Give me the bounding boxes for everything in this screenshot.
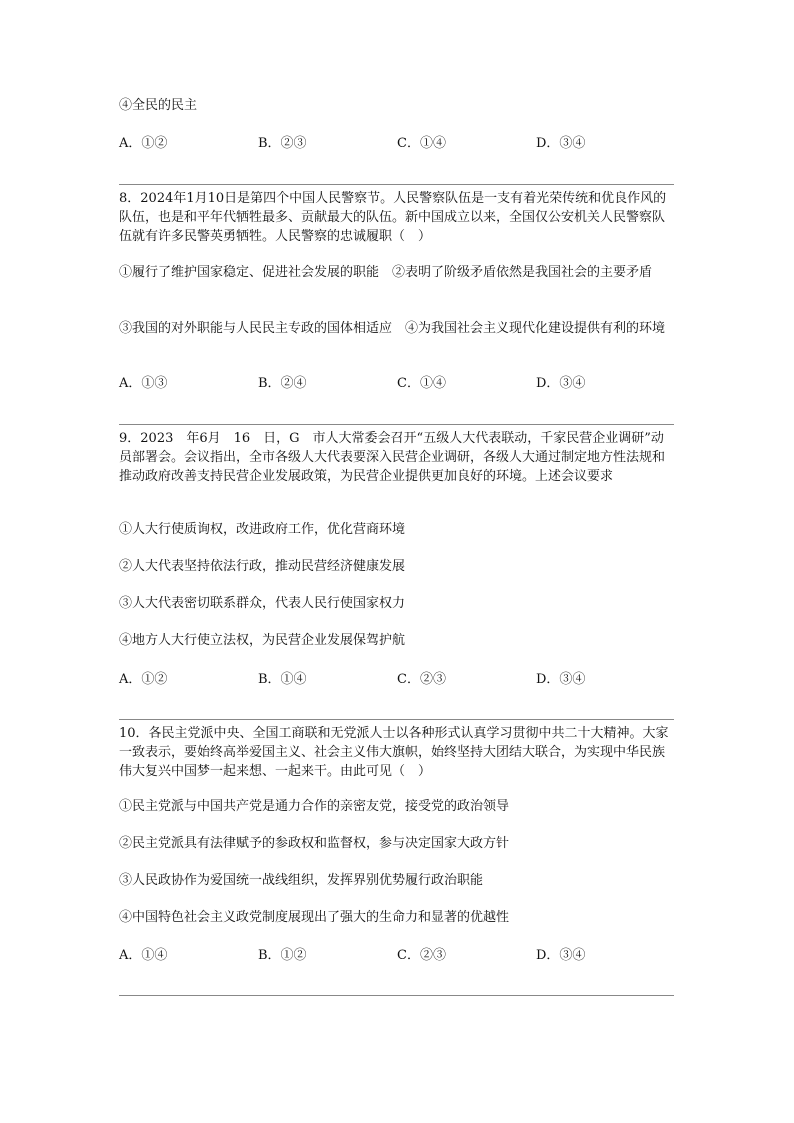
options-row bbox=[119, 947, 679, 964]
option-d[interactable]: D．③④ bbox=[536, 672, 586, 687]
question-9-item-1: ①人大行使质询权，改进政府工作，优化营商环境 bbox=[119, 522, 406, 537]
option-d[interactable]: D．③④ bbox=[536, 376, 586, 391]
option-a[interactable]: A．①④ bbox=[119, 948, 168, 963]
divider bbox=[119, 719, 674, 720]
question-9-stem: 9．2023 年6月 16 日，G 市人大常委会召开“五级人大代表联动，千家民营企业调研”动员部署会。会议指出，全市各级人大代表要深入民营企业调研，各级人大通过制定地方性法规和推动政府改善支持民营企业发展政策，为民营企业提供更加良好的环境。上述会议要求 bbox=[119, 431, 666, 484]
divider bbox=[119, 184, 674, 185]
item-4: ④全民的民主 bbox=[119, 98, 198, 113]
option-a[interactable]: A．①② bbox=[119, 136, 168, 151]
options-row bbox=[119, 671, 679, 688]
option-d[interactable]: D．③④ bbox=[536, 136, 586, 151]
option-c[interactable]: C．②③ bbox=[397, 672, 446, 687]
options-row bbox=[119, 375, 679, 392]
question-9-item-3: ③人大代表密切联系群众，代表人民行使国家权力 bbox=[119, 596, 406, 611]
divider bbox=[119, 424, 674, 425]
question-8-statement-1: ①履行了维护国家稳定、促进社会发展的职能 ②表明了阶级矛盾依然是我国社会的主要矛盾 bbox=[119, 265, 653, 280]
option-c[interactable]: C．①④ bbox=[397, 136, 446, 151]
options-row bbox=[119, 135, 679, 152]
option-a[interactable]: A．①③ bbox=[119, 376, 168, 391]
question-8-stem: 8．2024年1月10日是第四个中国人民警察节。人民警察队伍是一支有着光荣传统和优良作风的队伍，也是和平年代牺牲最多、贡献最大的队伍。新中国成立以来，全国仅公安机关人民警察队伍就有许多民警英勇牺牲。人民警察的忠诚履职（ ） bbox=[119, 191, 667, 244]
option-b[interactable]: B．②③ bbox=[258, 136, 307, 151]
question-8-statement-2: ③我国的对外职能与人民民主专政的国体相适应 ④为我国社会主义现代化建设提供有利的环境 bbox=[119, 321, 666, 336]
option-b[interactable]: B．①② bbox=[258, 948, 307, 963]
option-d[interactable]: D．③④ bbox=[536, 948, 586, 963]
question-10-item-4: ④中国特色社会主义政党制度展现出了强大的生命力和显著的优越性 bbox=[119, 910, 510, 925]
question-10-item-3: ③人民政协作为爱国统一战线组织，发挥界别优势履行政治职能 bbox=[119, 873, 484, 888]
question-10-item-1: ①民主党派与中国共产党是通力合作的亲密友党，接受党的政治领导 bbox=[119, 799, 510, 814]
divider bbox=[119, 995, 674, 996]
option-c[interactable]: C．②③ bbox=[397, 948, 446, 963]
option-b[interactable]: B．②④ bbox=[258, 376, 307, 391]
question-10-stem: 10．各民主党派中央、全国工商联和无党派人士以各种形式认真学习贯彻中共二十大精神。大家一致表示，要始终高举爱国主义、社会主义伟大旗帜，始终坚持大团结大联合，为实现中华民族伟大复兴中国梦一起来想、一起来干。由此可见（ ） bbox=[119, 726, 669, 779]
question-9-item-2: ②人大代表坚持依法行政，推动民营经济健康发展 bbox=[119, 559, 406, 574]
question-9-item-4: ④地方人大行使立法权，为民营企业发展保驾护航 bbox=[119, 633, 406, 648]
option-b[interactable]: B．①④ bbox=[258, 672, 307, 687]
option-a[interactable]: A．①② bbox=[119, 672, 168, 687]
option-c[interactable]: C．①④ bbox=[397, 376, 446, 391]
question-10-item-2: ②民主党派具有法律赋予的参政权和监督权，参与决定国家大政方针 bbox=[119, 836, 510, 851]
